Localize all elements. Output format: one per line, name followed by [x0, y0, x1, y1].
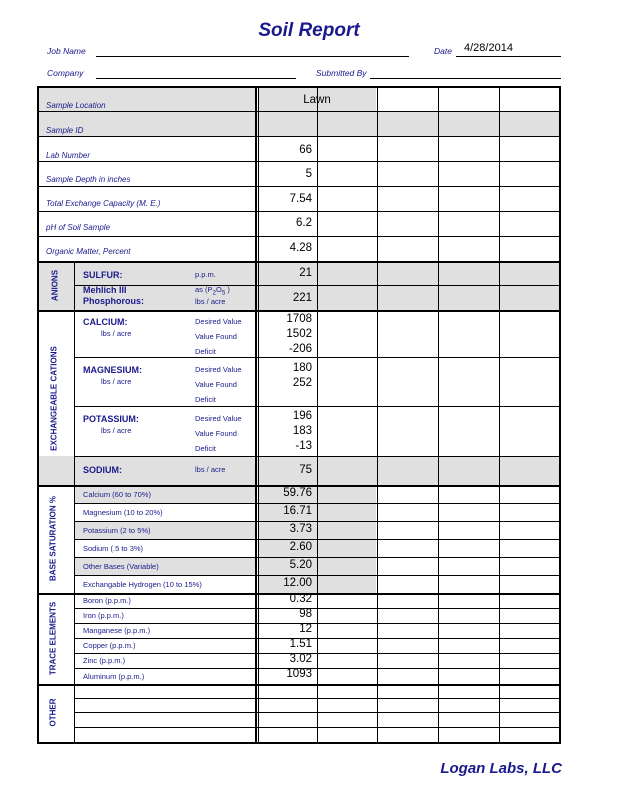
row-line	[74, 575, 561, 576]
date-value[interactable]: 4/28/2014	[464, 42, 513, 54]
col-divider-1	[317, 86, 318, 744]
row-line	[37, 261, 561, 263]
sample-location-label: Sample Location	[46, 101, 106, 110]
bs-potassium-value[interactable]: 3.73	[289, 523, 312, 535]
magnesium-found-label: Value Found	[195, 380, 237, 389]
potassium-deficit-value[interactable]: -13	[295, 440, 312, 452]
date-field-line	[456, 56, 561, 57]
row-line	[74, 668, 561, 669]
magnesium-found-value[interactable]: 252	[292, 377, 312, 389]
row-line	[37, 111, 561, 112]
calcium-label: CALCIUM:	[83, 317, 128, 327]
bs-other-bases-label: Other Bases (Variable)	[83, 562, 159, 571]
potassium-desired-label: Desired Value	[195, 414, 242, 423]
tec-value[interactable]: 7.54	[289, 193, 312, 205]
potassium-deficit-label: Deficit	[195, 444, 216, 453]
trace-zinc-value[interactable]: 3.02	[289, 653, 312, 665]
row-line	[74, 698, 561, 699]
magnesium-desired-value[interactable]: 180	[292, 362, 312, 374]
phosphorous-unit: lbs / acre	[195, 297, 226, 306]
row-line	[37, 211, 561, 212]
organic-matter-value[interactable]: 4.28	[289, 242, 312, 254]
bs-magnesium-value[interactable]: 16.71	[283, 505, 312, 517]
trace-manganese-label: Manganese (p.p.m.)	[83, 626, 151, 635]
calcium-deficit-label: Deficit	[195, 347, 216, 356]
row-line	[37, 310, 561, 312]
submitted-by-label: Submitted By	[316, 68, 367, 78]
bs-calcium-label: Calcium (60 to 70%)	[83, 490, 151, 499]
potassium-found-label: Value Found	[195, 429, 237, 438]
calcium-unit: lbs / acre	[101, 329, 132, 338]
potassium-unit: lbs / acre	[101, 426, 132, 435]
col-divider-3	[438, 86, 439, 744]
row-line	[74, 285, 561, 286]
lab-number-value[interactable]: 66	[299, 144, 312, 156]
formula-sub: 2	[212, 289, 216, 297]
trace-boron-label: Boron (p.p.m.)	[83, 596, 131, 605]
trace-iron-value[interactable]: 98	[299, 608, 312, 620]
organic-matter-label: Organic Matter, Percent	[46, 247, 131, 256]
row-line	[37, 186, 561, 187]
row-line	[74, 608, 561, 609]
row-line	[37, 684, 561, 686]
brand-logo-text: Logan Labs, LLC	[440, 760, 562, 777]
row-line	[74, 727, 561, 728]
row-line	[74, 653, 561, 654]
trace-zinc-label: Zinc (p.p.m.)	[83, 656, 126, 665]
sample-id-label: Sample ID	[46, 126, 84, 135]
sodium-value[interactable]: 75	[299, 464, 312, 476]
row-line	[74, 406, 561, 407]
job-name-label: Job Name	[47, 46, 86, 56]
bs-hydrogen-value[interactable]: 12.00	[283, 577, 312, 589]
row-line	[37, 136, 561, 137]
mehlich-label: Mehlich III	[83, 285, 127, 295]
sodium-unit: lbs / acre	[195, 465, 226, 474]
row-line	[74, 712, 561, 713]
sodium-label: SODIUM:	[83, 465, 122, 475]
sulfur-unit: p.p.m.	[195, 270, 216, 279]
col-divider-2	[377, 86, 378, 744]
row-line	[74, 521, 561, 522]
sulfur-value[interactable]: 21	[299, 267, 312, 279]
job-name-field[interactable]	[96, 56, 409, 57]
calcium-deficit-value[interactable]: -206	[288, 343, 312, 355]
label-divider	[255, 86, 257, 744]
section-trace-elements: TRACE ELEMENTS	[48, 601, 58, 676]
bs-sodium-value[interactable]: 2.60	[289, 541, 312, 553]
submitted-by-field[interactable]	[370, 78, 561, 79]
row-line	[74, 357, 561, 358]
trace-copper-value[interactable]: 1.51	[289, 638, 312, 650]
magnesium-desired-label: Desired Value	[195, 365, 242, 374]
trace-manganese-value[interactable]: 12	[299, 623, 312, 635]
bs-hydrogen-label: Exchangable Hydrogen (10 to 15%)	[83, 580, 202, 589]
trace-boron-value[interactable]: 0.32	[289, 593, 312, 605]
section-anions: ANIONS	[50, 269, 60, 302]
calcium-desired-value[interactable]: 1708	[286, 313, 312, 325]
potassium-found-value[interactable]: 183	[292, 425, 312, 437]
company-label: Company	[47, 68, 84, 78]
phosphorous-unit-formula	[195, 285, 230, 297]
bs-calcium-value[interactable]: 59.76	[283, 487, 312, 499]
magnesium-unit: lbs / acre	[101, 377, 132, 386]
trace-aluminum-value[interactable]: 1093	[286, 668, 312, 680]
potassium-desired-value[interactable]: 196	[292, 410, 312, 422]
row-line	[37, 161, 561, 162]
section-other: OTHER	[48, 698, 58, 727]
lab-number-label: Lab Number	[46, 151, 91, 160]
bs-potassium-label: Potassium (2 to 5%)	[83, 526, 151, 535]
trace-iron-label: Iron (p.p.m.)	[83, 611, 124, 620]
row-line	[74, 557, 561, 558]
row-line	[74, 638, 561, 639]
bs-sodium-label: Sodium (.5 to 3%)	[83, 544, 144, 553]
formula-part: as (P	[195, 285, 213, 294]
row-line	[74, 539, 561, 540]
row-line	[74, 456, 561, 457]
formula-part: O	[216, 285, 222, 294]
col-divider-4	[499, 86, 500, 744]
formula-sub: 5	[221, 289, 226, 297]
row-line	[74, 503, 561, 504]
trace-aluminum-label: Aluminum (p.p.m.)	[83, 672, 145, 681]
ph-value[interactable]: 6.2	[296, 217, 312, 229]
sample-depth-value[interactable]: 5	[305, 168, 312, 180]
bs-other-bases-value[interactable]: 5.20	[289, 559, 312, 571]
magnesium-label: MAGNESIUM:	[83, 365, 142, 375]
magnesium-deficit-label: Deficit	[195, 395, 216, 404]
formula-part: )	[225, 285, 230, 294]
calcium-desired-label: Desired Value	[195, 317, 242, 326]
potassium-label: POTASSIUM:	[83, 414, 139, 424]
trace-copper-label: Copper (p.p.m.)	[83, 641, 136, 650]
tec-label: Total Exchange Capacity (M. E.)	[46, 199, 161, 208]
ph-label: pH of Soil Sample	[46, 223, 111, 232]
report-title: Soil Report	[258, 20, 360, 41]
sample-location-value[interactable]: Lawn	[303, 94, 331, 106]
sample-depth-label: Sample Depth in inches	[46, 175, 131, 184]
phosphorous-value[interactable]: 221	[292, 292, 312, 304]
date-label: Date	[434, 46, 452, 56]
section-base-saturation: BASE SATURATION %	[48, 495, 58, 582]
bs-magnesium-label: Magnesium (10 to 20%)	[83, 508, 163, 517]
sulfur-label: SULFUR:	[83, 270, 123, 280]
calcium-found-value[interactable]: 1502	[286, 328, 312, 340]
row-line	[37, 236, 561, 237]
row-line	[74, 623, 561, 624]
calcium-found-label: Value Found	[195, 332, 237, 341]
company-field[interactable]	[96, 78, 296, 79]
section-exchangeable-cations: EXCHANGEABLE CATIONS	[49, 346, 59, 451]
phosphorous-label: Phosphorous:	[83, 296, 144, 306]
